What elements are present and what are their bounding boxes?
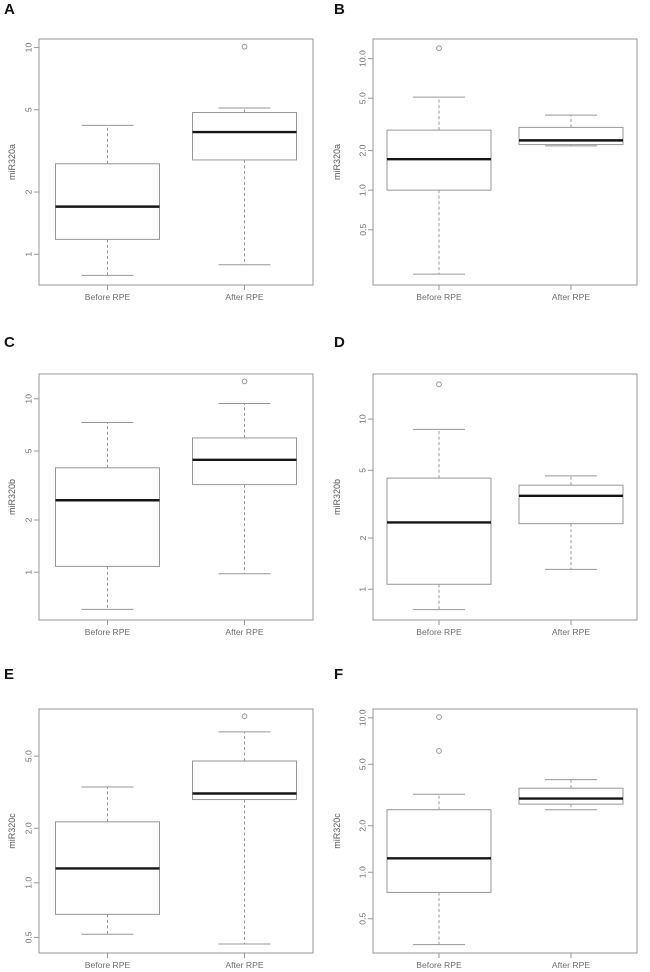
- outlier-point: [437, 749, 442, 754]
- box-rect: [387, 810, 491, 893]
- box-rect: [387, 478, 491, 584]
- x-tick-label: Before RPE: [84, 960, 131, 970]
- box-rect: [519, 127, 623, 144]
- y-tick-label: 2.0: [23, 822, 34, 835]
- x-tick-label: Before RPE: [84, 627, 131, 637]
- y-tick-label: 10: [23, 394, 34, 404]
- y-tick-label: 2.0: [357, 819, 368, 832]
- y-tick-label: 10.0: [357, 50, 368, 67]
- y-tick-label: 1.0: [23, 876, 34, 889]
- outlier-point: [242, 379, 247, 384]
- panel-letter: B: [334, 1, 346, 18]
- boxplot-chart-B: [325, 0, 650, 324]
- boxplot-chart-F: [325, 648, 650, 972]
- box-rect: [56, 164, 160, 240]
- y-axis-label: miR320b: [6, 478, 17, 516]
- y-tick-label: 2: [23, 517, 34, 523]
- y-axis-label: miR320c: [331, 813, 342, 849]
- y-tick-label: 0.5: [357, 912, 368, 925]
- y-tick-label: 1: [23, 251, 34, 257]
- x-tick-label: After RPE: [551, 627, 591, 637]
- y-tick-label: 5: [23, 448, 34, 454]
- box-before-rpe: [56, 787, 160, 934]
- panel-letter: D: [334, 334, 346, 351]
- y-tick-label: 10: [23, 42, 34, 53]
- panel-E: [0, 648, 325, 972]
- y-tick-label: 5.0: [357, 92, 368, 105]
- y-tick-label: 1: [357, 586, 368, 592]
- x-tick-label: Before RPE: [84, 292, 131, 302]
- y-tick-label: 5: [357, 467, 368, 473]
- box-rect: [56, 468, 160, 567]
- panel-A: [0, 0, 325, 324]
- y-tick-label: 5: [23, 107, 34, 113]
- y-axis-label: miR320b: [331, 478, 342, 516]
- y-tick-label: 1: [23, 569, 34, 575]
- panel-letter: C: [4, 334, 16, 351]
- y-tick-label: 10.0: [357, 709, 368, 727]
- x-tick-label: After RPE: [551, 960, 591, 970]
- y-tick-label: 0.5: [23, 931, 34, 944]
- boxplot-chart-C: [0, 324, 325, 648]
- boxplot-chart-D: [325, 324, 650, 648]
- panel-C: [0, 324, 325, 648]
- y-axis-label: miR320c: [6, 813, 17, 849]
- outlier-point: [242, 714, 247, 719]
- box-before-rpe: [56, 422, 160, 609]
- boxplot-chart-E: [0, 648, 325, 972]
- x-tick-label: After RPE: [551, 292, 591, 302]
- box-after-rpe: [519, 476, 623, 569]
- y-axis-label: miR320a: [6, 143, 17, 181]
- y-tick-label: 0.5: [357, 223, 368, 236]
- box-after-rpe: [193, 44, 297, 264]
- panel-F: [325, 648, 650, 972]
- plot-frame: [39, 39, 313, 285]
- y-tick-label: 1.0: [357, 184, 368, 197]
- x-tick-label: Before RPE: [416, 627, 462, 637]
- box-rect: [519, 788, 623, 804]
- box-rect: [193, 113, 297, 160]
- y-tick-label: 2.0: [357, 144, 368, 157]
- outlier-point: [437, 715, 442, 720]
- box-after-rpe: [193, 714, 297, 944]
- y-tick-label: 5.0: [23, 750, 34, 763]
- y-tick-label: 1.0: [357, 866, 368, 879]
- panel-letter: F: [334, 666, 344, 683]
- panel-B: [325, 0, 650, 324]
- x-tick-label: After RPE: [225, 292, 264, 302]
- box-before-rpe: [387, 715, 491, 945]
- boxplot-chart-A: [0, 0, 325, 324]
- y-tick-label: 2: [23, 189, 34, 195]
- panel-letter: A: [4, 1, 16, 18]
- box-before-rpe: [387, 46, 491, 274]
- x-tick-label: After RPE: [225, 627, 264, 637]
- box-rect: [519, 485, 623, 523]
- y-tick-label: 10: [357, 414, 368, 424]
- y-tick-label: 5.0: [357, 758, 368, 771]
- panel-letter: E: [4, 666, 15, 683]
- y-tick-label: 2: [357, 535, 368, 541]
- box-rect: [193, 438, 297, 485]
- box-before-rpe: [387, 382, 491, 610]
- outlier-point: [242, 44, 247, 49]
- x-tick-label: After RPE: [225, 960, 264, 970]
- box-after-rpe: [193, 379, 297, 574]
- panel-D: [325, 324, 650, 648]
- outlier-point: [437, 382, 442, 387]
- x-tick-label: Before RPE: [416, 960, 462, 970]
- box-before-rpe: [56, 125, 160, 275]
- x-tick-label: Before RPE: [416, 292, 462, 302]
- outlier-point: [437, 46, 442, 51]
- box-after-rpe: [519, 115, 623, 146]
- box-after-rpe: [519, 780, 623, 810]
- y-axis-label: miR320a: [331, 143, 342, 181]
